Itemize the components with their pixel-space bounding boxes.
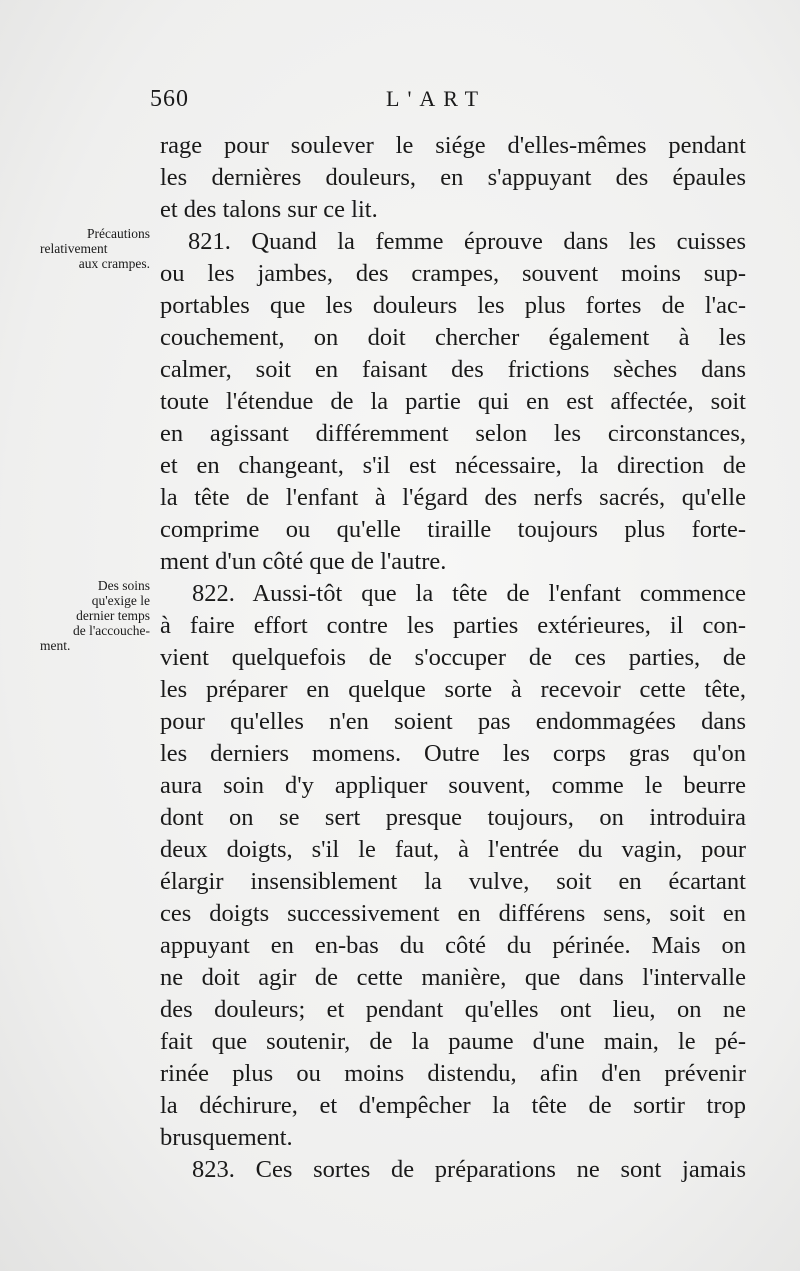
body-line: 822. Aussi-tôt que la tête de l'enfant commence — [192, 580, 746, 607]
body-line: appuyant en en-bas du côté du périnée. Mais on — [160, 932, 746, 959]
margin-note-line: de l'accouche- — [72, 623, 150, 638]
body-line: vient quelquefois de s'occuper de ces parties, de — [160, 644, 746, 671]
page-header — [150, 86, 750, 122]
margin-note-line: qu'exige le — [91, 593, 150, 608]
body-line: dont on se sert presque toujours, on introduira — [160, 804, 746, 831]
body-line: ne doit agir de cette manière, que dans l'intervalle — [160, 964, 746, 991]
body-line: les derniers momens. Outre les corps gras qu'on — [160, 740, 746, 767]
margin-note-line: ment. — [40, 638, 71, 653]
body-line: pour qu'elles n'en soient pas endommagées dans — [160, 708, 746, 735]
body-line: fait que soutenir, de la paume d'une main, le pé- — [160, 1028, 746, 1055]
body-line: couchement, on doit chercher également à les — [160, 324, 746, 351]
body-line: portables que les douleurs les plus fortes de l'ac- — [160, 292, 746, 319]
body-line: à faire effort contre les parties extérieures, il con- — [160, 612, 746, 639]
margin-note-line: Des soins — [97, 578, 150, 593]
body-line: et en changeant, s'il est nécessaire, la direction de — [160, 452, 746, 479]
body-line: deux doigts, s'il le faut, à l'entrée du vagin, pour — [160, 836, 746, 863]
body-line: calmer, soit en faisant des frictions sèches dans — [160, 356, 746, 383]
body-line: ces doigts successivement en différens sens, soit en — [160, 900, 746, 927]
page-number: 560 — [150, 86, 189, 112]
body-line: 821. Quand la femme éprouve dans les cuisses — [188, 228, 746, 255]
body-line: rinée plus ou moins distendu, afin d'en prévenir — [160, 1060, 746, 1087]
body-line: et des talons sur ce lit. — [160, 196, 378, 223]
body-line: les dernières douleurs, en s'appuyant des épaules — [160, 164, 746, 191]
body-line: ou les jambes, des crampes, souvent moins sup- — [160, 260, 746, 287]
margin-note-last-stage — [40, 578, 150, 653]
body-line: en agissant différemment selon les circonstances, — [160, 420, 746, 447]
body-line: comprime ou qu'elle tiraille toujours plus forte- — [160, 516, 746, 543]
running-head: L'ART — [386, 86, 487, 111]
margin-note-line: Précautions — [87, 226, 150, 241]
margin-note-cramps — [40, 226, 150, 271]
body-line: rage pour soulever le siége d'elles-mêmes pendant — [160, 132, 746, 159]
body-line: élargir insensiblement la vulve, soit en écartant — [160, 868, 746, 895]
body-line: toute l'étendue de la partie qui en est affectée, soit — [160, 388, 746, 415]
body-line: brusquement. — [160, 1124, 293, 1151]
margin-note-line: relativement — [40, 241, 108, 256]
body-line: des douleurs; et pendant qu'elles ont lieu, on ne — [160, 996, 746, 1023]
body-line: ment d'un côté que de l'autre. — [160, 548, 447, 575]
body-line: aura soin d'y appliquer souvent, comme le beurre — [160, 772, 746, 799]
margin-note-line: dernier temps — [76, 608, 150, 623]
body-line: 823. Ces sortes de préparations ne sont jamais — [192, 1156, 746, 1183]
body-line: la déchirure, et d'empêcher la tête de sortir trop — [160, 1092, 746, 1119]
body-line: la tête de l'enfant à l'égard des nerfs sacrés, qu'elle — [160, 484, 746, 511]
margin-note-line: aux crampes. — [78, 256, 150, 271]
body-line: les préparer en quelque sorte à recevoir cette tête, — [160, 676, 746, 703]
